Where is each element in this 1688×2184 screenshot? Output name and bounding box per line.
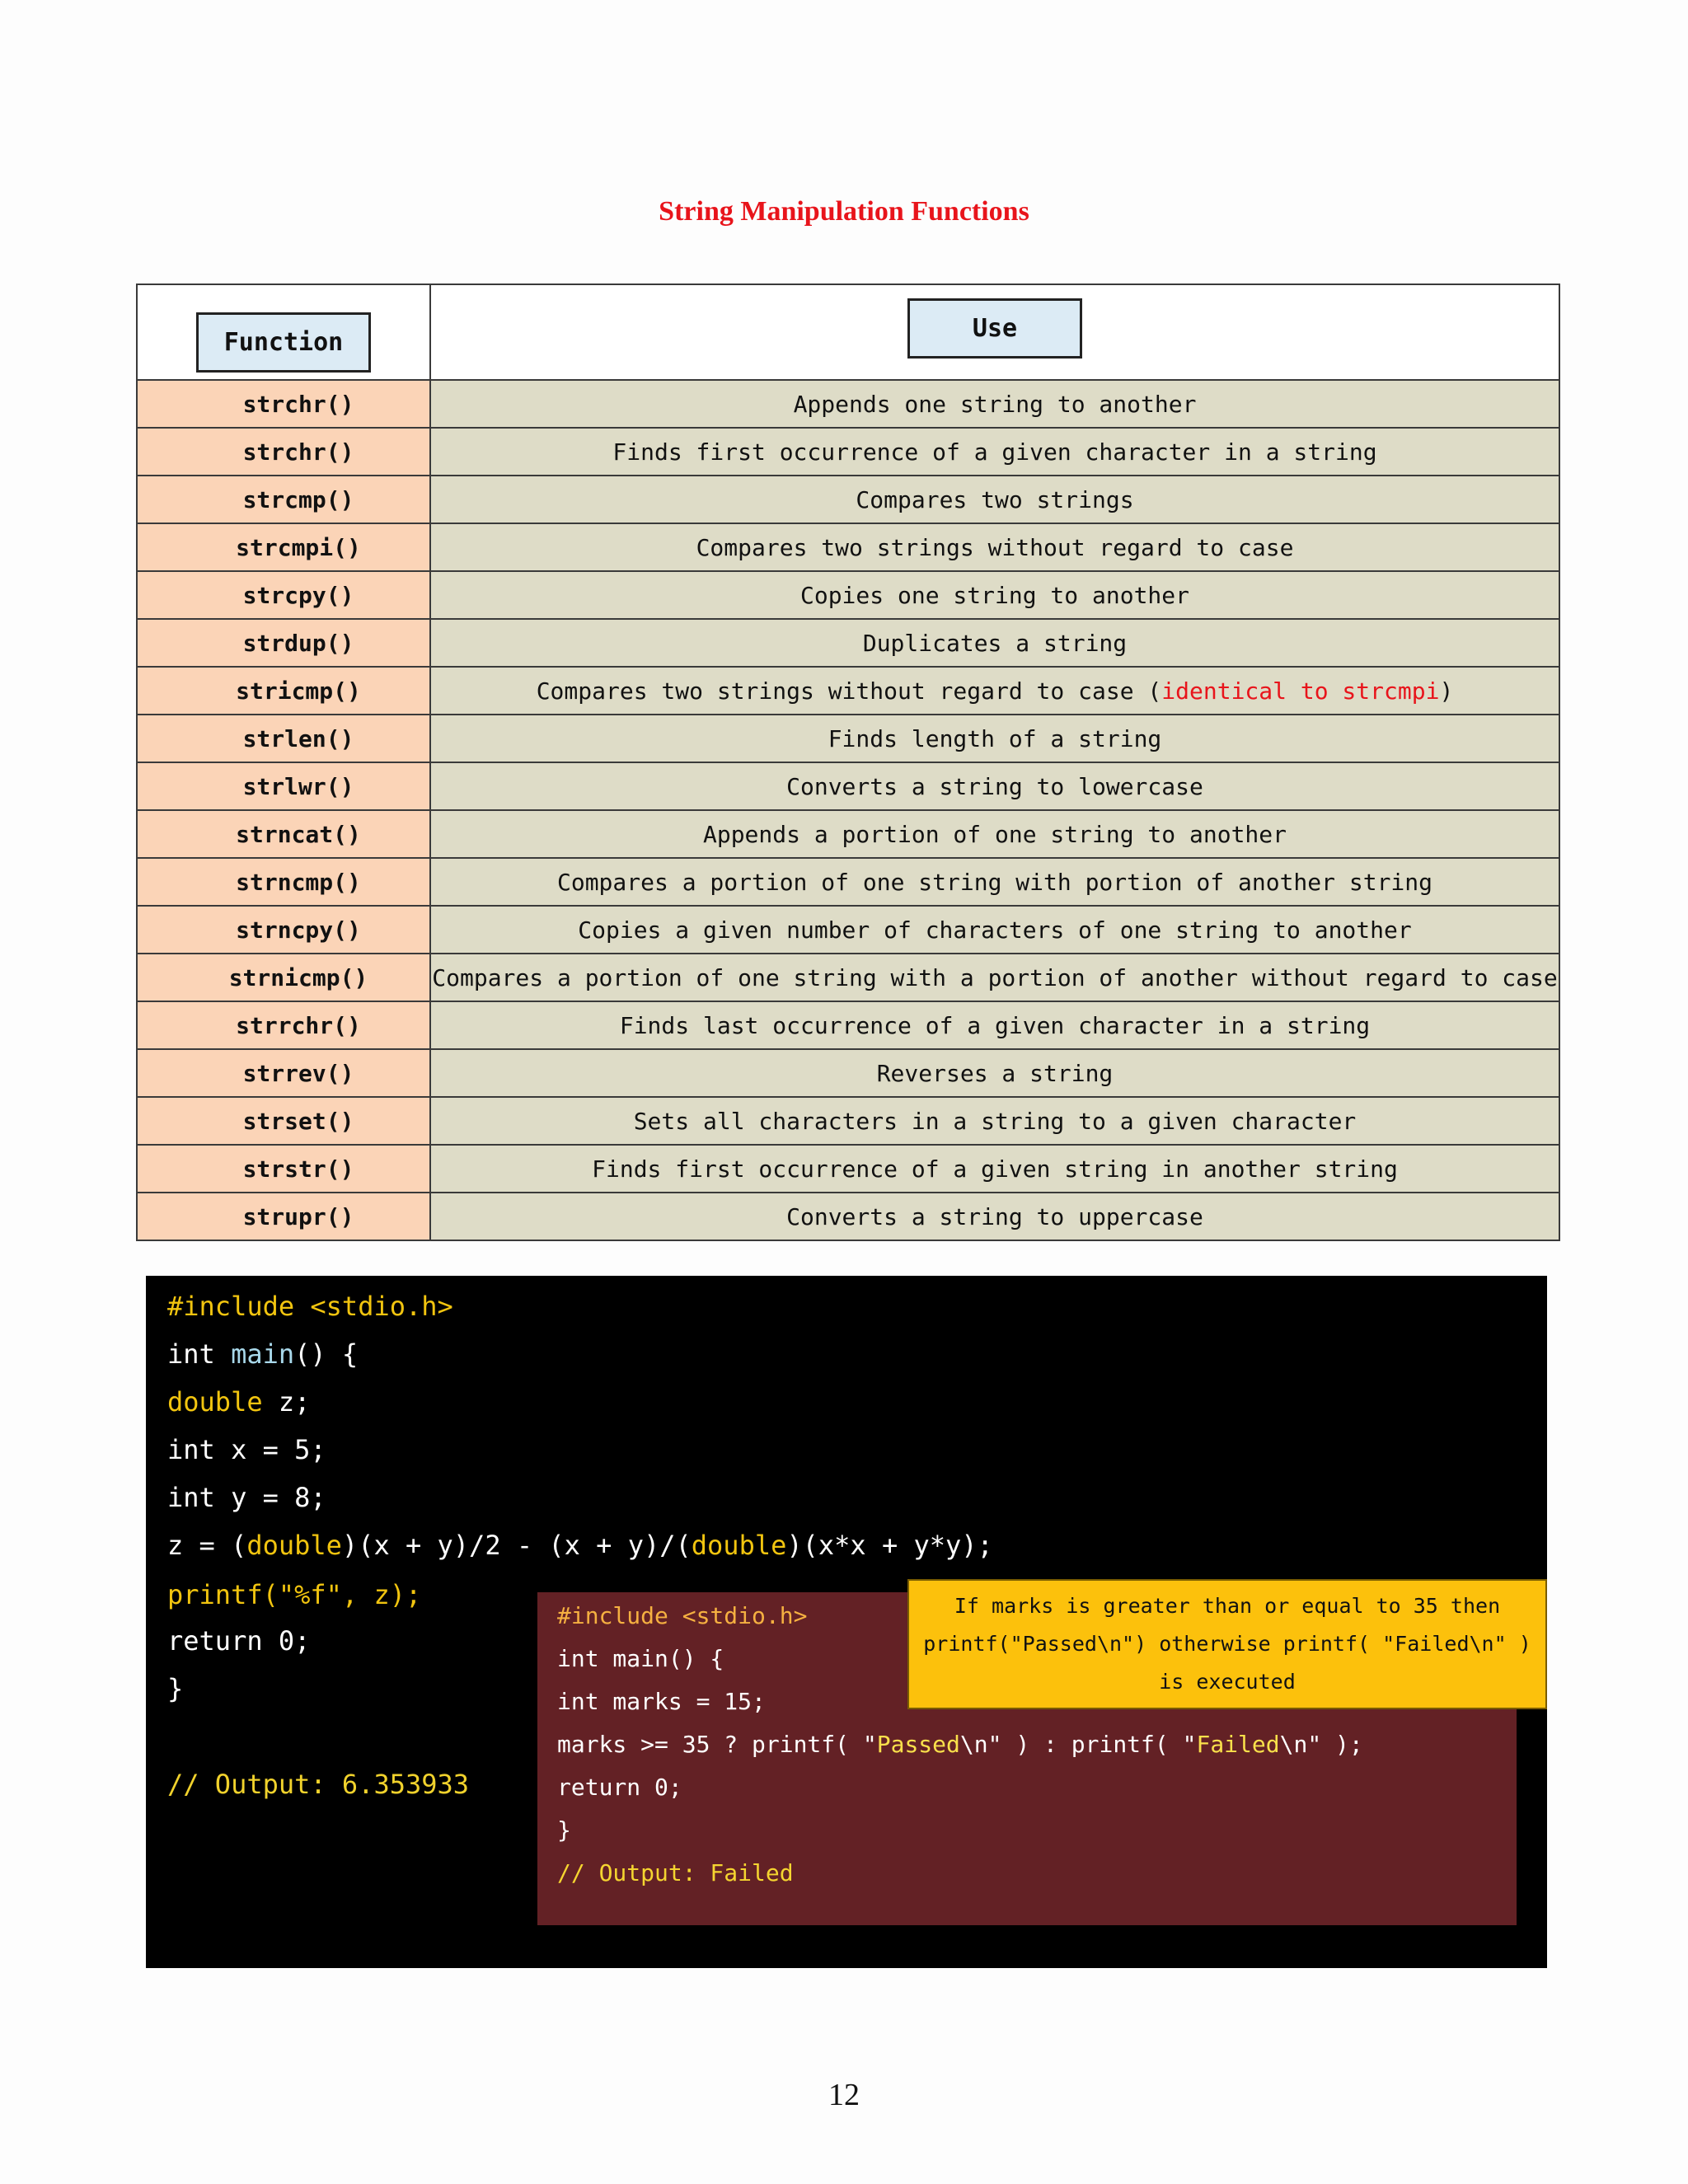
function-use-cell <box>430 667 1559 715</box>
table-row <box>137 954 1559 1001</box>
code-token: )(x*x + y*y); <box>786 1530 993 1561</box>
function-use-cell: Converts a string to lowercase <box>430 762 1559 810</box>
function-name-cell: strlen() <box>137 715 430 762</box>
header-function-cell <box>137 284 430 380</box>
note-line: If marks is greater than or equal to 35 then <box>954 1594 1501 1618</box>
function-use-cell: Sets all characters in a string to a given character <box>430 1097 1559 1145</box>
page-number: 12 <box>828 2078 860 2112</box>
header-use-cell <box>430 284 1559 380</box>
function-use-cell: Appends one string to another <box>430 380 1559 428</box>
function-name-cell: strncpy() <box>137 906 430 954</box>
function-use-cell: Finds first occurrence of a given string in another string <box>430 1145 1559 1193</box>
table-row <box>137 428 1559 476</box>
table-row <box>137 858 1559 906</box>
function-name-cell: strupr() <box>137 1193 430 1240</box>
code-line: int marks = 15; <box>557 1688 766 1715</box>
function-name-cell: strrchr() <box>137 1001 430 1049</box>
code-line: int x = 5; <box>167 1434 326 1465</box>
function-use-cell: Compares a portion of one string with portion of another string <box>430 858 1559 906</box>
header-use: Use <box>907 298 1082 359</box>
table-row <box>137 762 1559 810</box>
function-name-cell: strlwr() <box>137 762 430 810</box>
table-row <box>137 380 1559 428</box>
function-name-cell: strcpy() <box>137 571 430 619</box>
function-use-cell: Compares a portion of one string with a portion of another without regard to case <box>430 954 1559 1001</box>
code-line <box>167 1338 358 1370</box>
code-token: Passed <box>876 1731 960 1758</box>
code-line: return 0; <box>557 1774 682 1801</box>
function-use-cell: Finds last occurrence of a given character in a string <box>430 1001 1559 1049</box>
code-token: z; <box>262 1386 311 1418</box>
code-line <box>167 1530 993 1561</box>
code-token: \n" ) : printf( " <box>959 1731 1197 1758</box>
table-row <box>137 906 1559 954</box>
note-line: printf("Passed\n") otherwise printf( "Failed\n" ) <box>923 1632 1531 1656</box>
code-token: z = ( <box>167 1530 247 1561</box>
function-name-cell: strcmp() <box>137 476 430 523</box>
table-row <box>137 667 1559 715</box>
code-line: return 0; <box>167 1625 311 1657</box>
code-token: )(x + y)/2 - (x + y)/( <box>341 1530 692 1561</box>
header-function: Function <box>196 312 371 373</box>
table-row <box>137 476 1559 523</box>
code-include: #include <stdio.h> <box>167 1291 453 1322</box>
table-header-row <box>137 284 1559 380</box>
function-use-cell: Compares two strings <box>430 476 1559 523</box>
table-row <box>137 523 1559 571</box>
code-token: double <box>246 1530 342 1561</box>
code-line <box>167 1291 453 1322</box>
code-token: main <box>231 1338 295 1370</box>
callout-note <box>907 1579 1547 1709</box>
code-output-comment: // Output: Failed <box>557 1859 794 1886</box>
table-row <box>137 1193 1559 1240</box>
code-token: double <box>691 1530 787 1561</box>
table-row <box>137 1145 1559 1193</box>
function-name-cell: strncmp() <box>137 858 430 906</box>
function-name-cell: strchr() <box>137 428 430 476</box>
code-token: marks >= 35 ? printf( " <box>557 1731 877 1758</box>
table-row <box>137 1097 1559 1145</box>
code-token: () { <box>294 1338 359 1370</box>
function-use-cell: Duplicates a string <box>430 619 1559 667</box>
function-use-cell: Copies one string to another <box>430 571 1559 619</box>
function-name-cell: strcmpi() <box>137 523 430 571</box>
table-row <box>137 571 1559 619</box>
table-row <box>137 1049 1559 1097</box>
table-row <box>137 810 1559 858</box>
function-use-cell: Finds length of a string <box>430 715 1559 762</box>
code-line: int y = 8; <box>167 1482 326 1513</box>
use-text: ) <box>1439 677 1454 705</box>
function-name-cell: strstr() <box>137 1145 430 1193</box>
code-token: int <box>167 1338 232 1370</box>
function-name-cell: strdup() <box>137 619 430 667</box>
use-text: Compares two strings without regard to case ( <box>536 677 1162 705</box>
code-token: double <box>167 1386 263 1418</box>
function-name-cell: strncat() <box>137 810 430 858</box>
table-row <box>137 619 1559 667</box>
function-use-cell: Copies a given number of characters of one string to another <box>430 906 1559 954</box>
code-line: } <box>167 1673 184 1704</box>
function-name-cell: strset() <box>137 1097 430 1145</box>
code-line <box>557 1731 1363 1758</box>
function-name-cell: strnicmp() <box>137 954 430 1001</box>
function-use-cell: Appends a portion of one string to another <box>430 810 1559 858</box>
code-line: printf("%f", z); <box>167 1579 422 1610</box>
use-note: identical to strcmpi <box>1161 677 1440 705</box>
table-row <box>137 1001 1559 1049</box>
note-line: is executed <box>1159 1670 1296 1694</box>
function-use-cell: Converts a string to uppercase <box>430 1193 1559 1240</box>
code-include: #include <stdio.h> <box>557 1602 808 1629</box>
code-line: } <box>557 1816 571 1844</box>
function-use-cell: Reverses a string <box>430 1049 1559 1097</box>
code-line <box>167 1386 310 1418</box>
function-name-cell: stricmp() <box>137 667 430 715</box>
code-output-comment: // Output: 6.353933 <box>167 1769 470 1800</box>
function-name-cell: strrev() <box>137 1049 430 1097</box>
function-use-cell: Finds first occurrence of a given character in a string <box>430 428 1559 476</box>
page-title: String Manipulation Functions <box>659 196 1029 227</box>
code-token: \n" ); <box>1279 1731 1363 1758</box>
function-use-cell: Compares two strings without regard to case <box>430 523 1559 571</box>
code-token: Failed <box>1196 1731 1280 1758</box>
functions-table <box>136 284 1560 1241</box>
function-name-cell: strchr() <box>137 380 430 428</box>
table-row <box>137 715 1559 762</box>
code-line: int main() { <box>557 1645 724 1672</box>
